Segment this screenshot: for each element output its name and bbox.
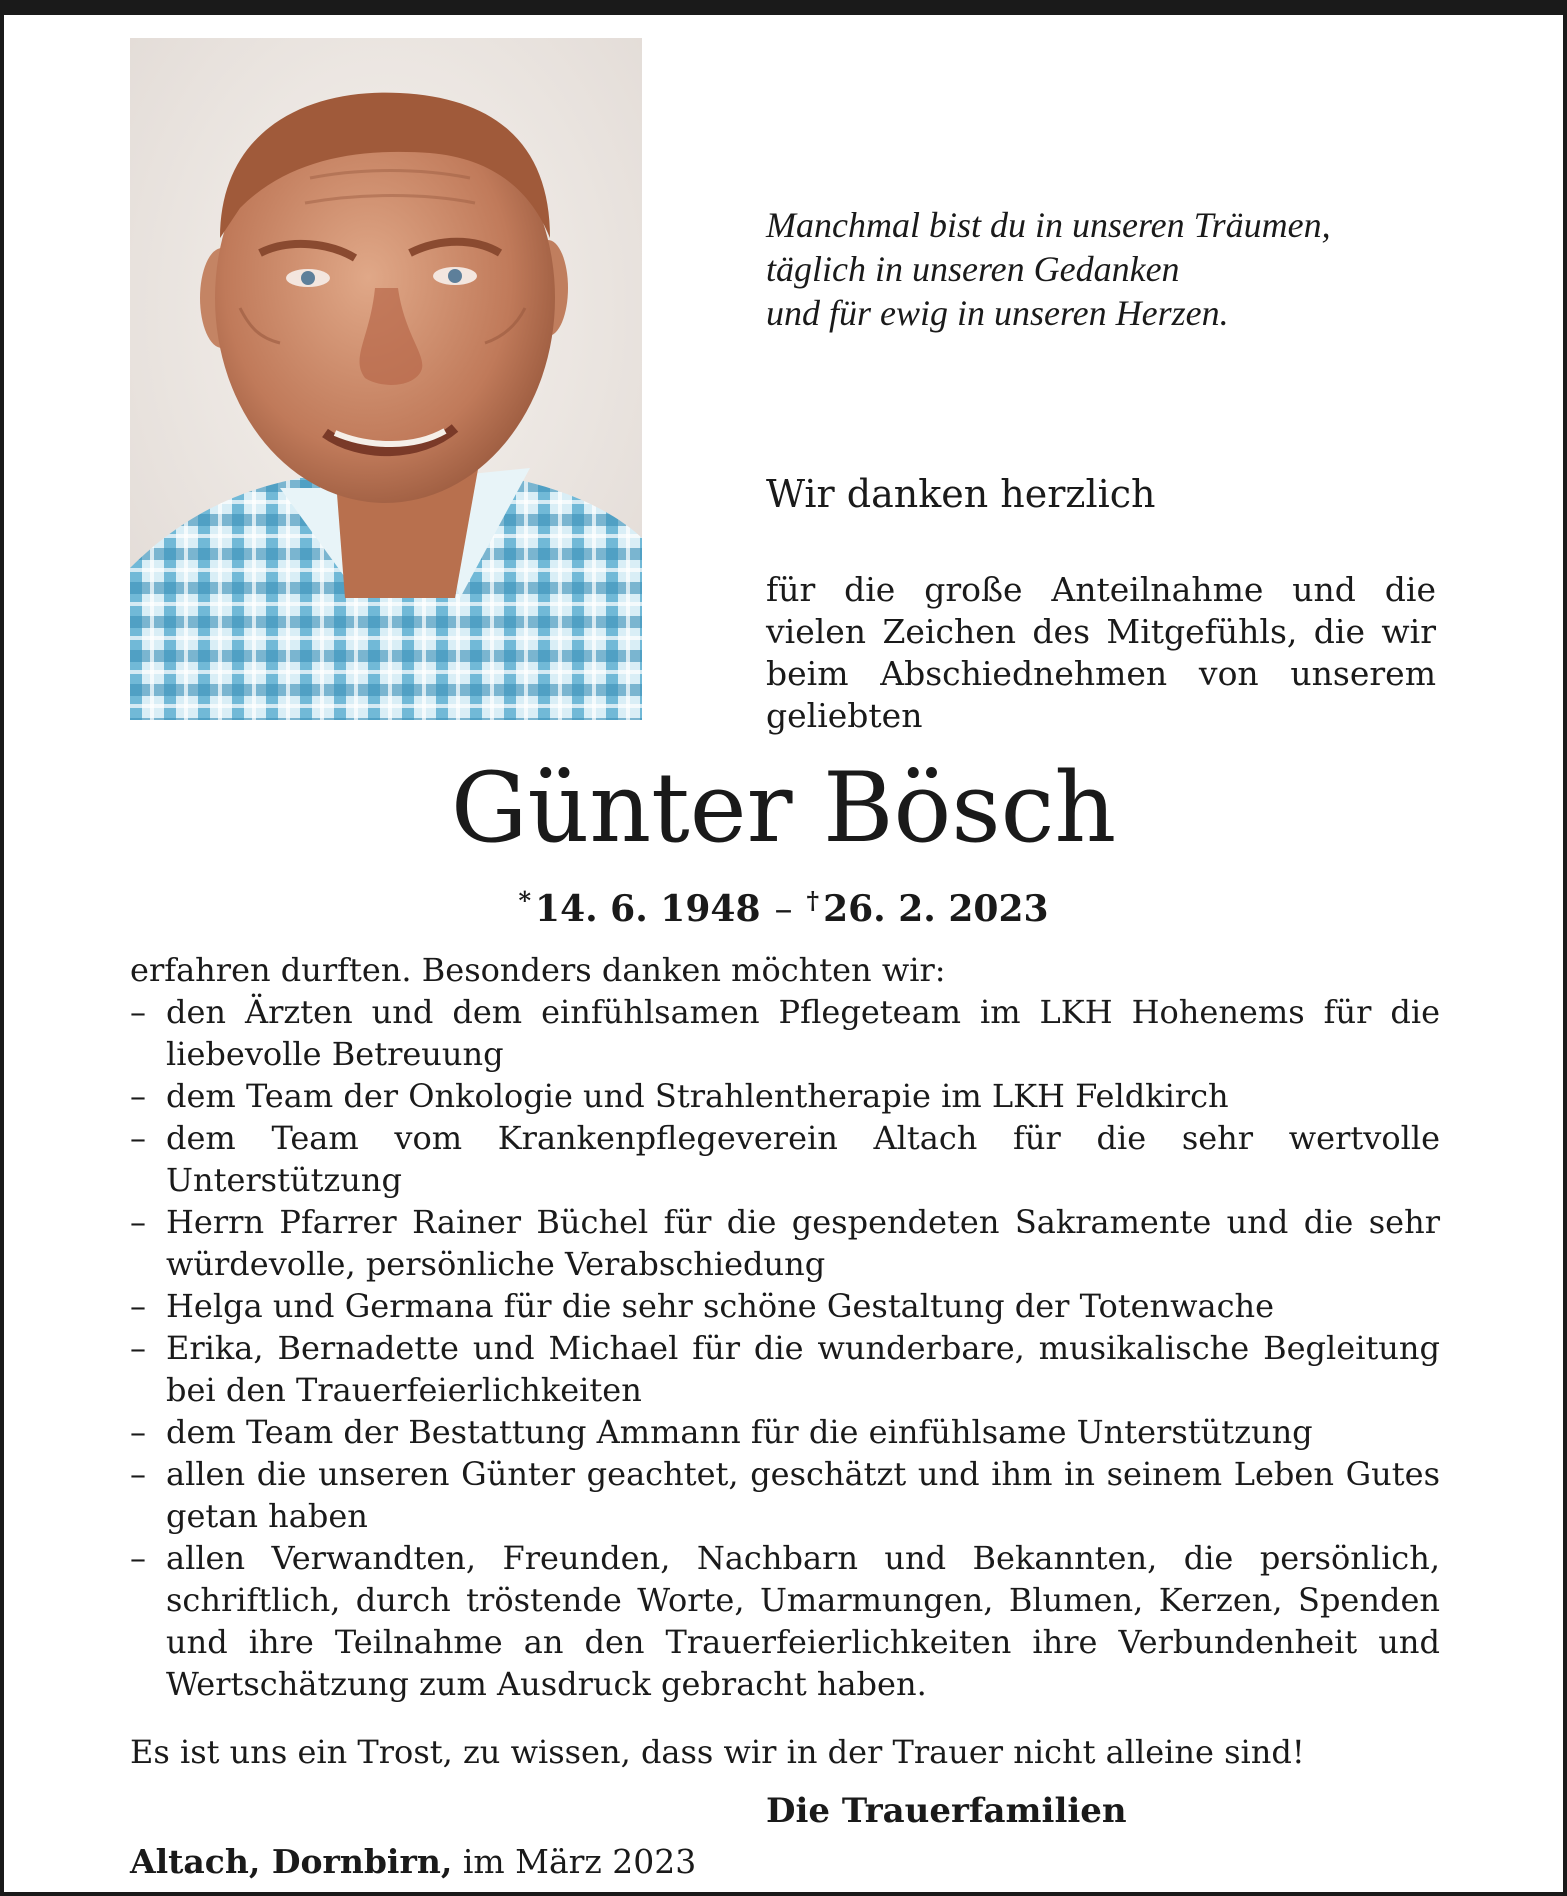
thanks-body [130,949,1440,1705]
list-item-text: den Ärzten und dem einfühlsamen Pflegeteam im LKH Hohenems für die liebevolle Betreuung [166,993,1440,1073]
date-separator: – [774,889,793,930]
list-item-text: dem Team vom Krankenpflegeverein Altach für die sehr wertvolle Unterstützung [166,1119,1440,1199]
list-marker: – [130,1077,146,1115]
list-item-text: Erika, Bernadette und Michael für die wunderbare, musikalische Begleitung bei den Trauerfeierlichkeiten [166,1329,1440,1409]
list-marker: – [130,1329,146,1367]
deceased-name: Günter Bösch [450,752,1117,864]
list-item [130,1327,1440,1411]
signature: Die Trauerfamilien [766,1791,1127,1831]
list-item [130,1117,1440,1201]
birth-mark: * [518,886,532,915]
life-dates [4,879,1563,932]
list-item [130,1537,1440,1705]
closing-sentence: Es ist uns ein Trost, zu wissen, dass wir in der Trauer nicht alleine sind! [130,1733,1305,1771]
list-item-text: Herrn Pfarrer Rainer Büchel für die gespendeten Sakramente und die sehr würdevolle, persönliche Verabschiedung [166,1203,1440,1283]
death-date: 26. 2. 2023 [823,888,1049,930]
place-date-line [130,1841,696,1883]
death-mark: † [806,886,820,915]
list-item-text: allen die unseren Günter geachtet, geschätzt und ihm in seinem Leben Gutes getan haben [166,1455,1440,1535]
list-marker: – [130,1203,146,1241]
thanks-list [130,991,1440,1705]
list-item [130,1453,1440,1537]
memorial-quote [766,203,1466,335]
list-item [130,1411,1440,1453]
list-marker: – [130,1455,146,1493]
quote-line: und für ewig in unseren Herzen. [766,293,1229,333]
list-item [130,1285,1440,1327]
list-marker: – [130,1539,146,1577]
list-item-text: allen Verwandten, Freunden, Nachbarn und Bekannten, die persönlich, schriftlich, durch tröstende Worte, Umarmungen, Blumen, Kerzen, Spenden und ihre Teilnahme an den Trauerfeierlichkeiten ihre Verbundenheit und Wertschätzung zum Ausdruck gebracht haben. [166,1539,1440,1703]
quote-line: täglich in unseren Gedanken [766,249,1180,289]
list-item-text: Helga und Germana für die sehr schöne Gestaltung der Totenwache [166,1287,1275,1325]
list-marker: – [130,1287,146,1325]
thanks-heading: Wir danken herzlich [766,472,1156,516]
place-towns: Altach, Dornbirn, [130,1842,453,1881]
list-marker: – [130,1413,146,1451]
place-date: im März 2023 [462,1842,697,1881]
quote-line: Manchmal bist du in unseren Träumen, [766,205,1331,245]
thanks-lead: erfahren durften. Besonders danken möchten wir: [130,951,946,989]
list-marker: – [130,1119,146,1157]
list-marker: – [130,993,146,1031]
list-item-text: dem Team der Bestattung Ammann für die einfühlsame Unterstützung [166,1413,1313,1451]
list-item [130,991,1440,1075]
list-item-text: dem Team der Onkologie und Strahlentherapie im LKH Feldkirch [166,1077,1229,1115]
list-item [130,1075,1440,1117]
birth-date: 14. 6. 1948 [535,888,761,930]
thanks-intro: für die große Anteilnahme und die vielen Zeichen des Mitgefühls, die wir beim Abschiednehmen von unserem geliebten [766,570,1436,735]
portrait-photo [130,38,642,720]
list-item [130,1201,1440,1285]
